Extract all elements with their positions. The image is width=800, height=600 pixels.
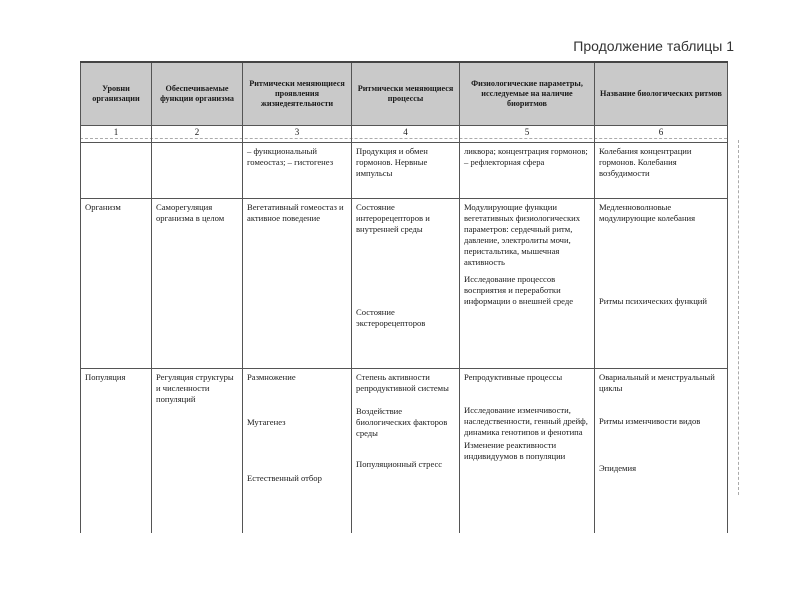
function-cell: Саморегуляция организма в целом [152, 199, 243, 369]
column-number: 1 [81, 126, 152, 143]
cell [460, 369, 595, 533]
column-number: 2 [152, 126, 243, 143]
bio-rhythms-table [80, 61, 728, 533]
column-number: 4 [352, 126, 460, 143]
table-row [81, 143, 728, 199]
cell-text: Изменение реактивности индивидуумов в популяции [464, 440, 566, 461]
column-number: 5 [460, 126, 595, 143]
header-functions: Обеспечиваемые функции организма [152, 62, 243, 126]
column-number: 6 [595, 126, 728, 143]
cell: ликвора; концентрация гормонов; – рефлекторная сфера [460, 143, 595, 199]
cell: – функциональный гомеостаз; – гистогенез [243, 143, 352, 199]
cell-text: Естественный отбор [247, 473, 322, 483]
cell-text: Размножение [247, 372, 296, 382]
cell-text: Медленноволновые модулирующие колебания [599, 202, 696, 223]
dashed-guide-right [738, 140, 739, 495]
table-caption: Продолжение таблицы 1 [573, 38, 734, 54]
cell: Продукция и обмен гормонов. Нервные импульсы [352, 143, 460, 199]
level-cell: Организм [81, 199, 152, 369]
header-manifestations: Ритмически меняющиеся проявления жизнедеятельности [243, 62, 352, 126]
header-processes: Ритмически меняющиеся процессы [352, 62, 460, 126]
cell-text: Эпидемия [599, 463, 637, 473]
bio-rhythms-table-sheet [80, 61, 727, 533]
cell [152, 143, 243, 199]
cell [595, 369, 728, 533]
cell-text: Ритмы изменчивости видов [599, 416, 701, 426]
cell-text: Модулирующие функции вегетативных физиологических параметров: сердечный ритм, давление, электролиты мочи, перистальтика, мышечная активность [464, 202, 581, 267]
header-parameters: Физиологические параметры, исследуемые на наличие биоритмов [460, 62, 595, 126]
cell-text: Исследование процессов восприятия и переработки информации о внешней среде [464, 274, 574, 306]
cell [352, 199, 460, 369]
cell-text: Воздействие биологических факторов среды [356, 406, 448, 438]
column-number-row [81, 126, 728, 143]
cell [243, 369, 352, 533]
header-rhythm-names: Название биологических ритмов [595, 62, 728, 126]
header-row [81, 62, 728, 126]
table-row-population [81, 369, 728, 533]
level-cell: Популяция [81, 369, 152, 533]
cell-text: Степень активности репродуктивной системы [356, 372, 449, 393]
function-cell: Регуляция структуры и численности популяций [152, 369, 243, 533]
column-number: 3 [243, 126, 352, 143]
cell-text: Состояние экстерорецепторов [356, 307, 426, 328]
cell-text: Ритмы психических функций [599, 296, 708, 306]
table-row-organism [81, 199, 728, 369]
cell: Колебания концентрации гормонов. Колебания возбудимости [595, 143, 728, 199]
cell-text: Состояние интерорецепторов и внутренней среды [356, 202, 430, 234]
cell-text: Овариальный и менструальный циклы [599, 372, 715, 393]
cell-text: Популяционный стресс [356, 459, 443, 469]
cell [460, 199, 595, 369]
cell [352, 369, 460, 533]
cell-text: Мутагенез [247, 417, 286, 427]
header-levels: Уровни организации [81, 62, 152, 126]
cell [81, 143, 152, 199]
cell-text: Репродуктивные процессы [464, 372, 563, 382]
cell-text: Исследование изменчивости, наследственности, генный дрейф, динамика генотипов и фенотипа [464, 405, 588, 437]
cell [595, 199, 728, 369]
cell: Вегетативный гомеостаз и активное поведение [243, 199, 352, 369]
